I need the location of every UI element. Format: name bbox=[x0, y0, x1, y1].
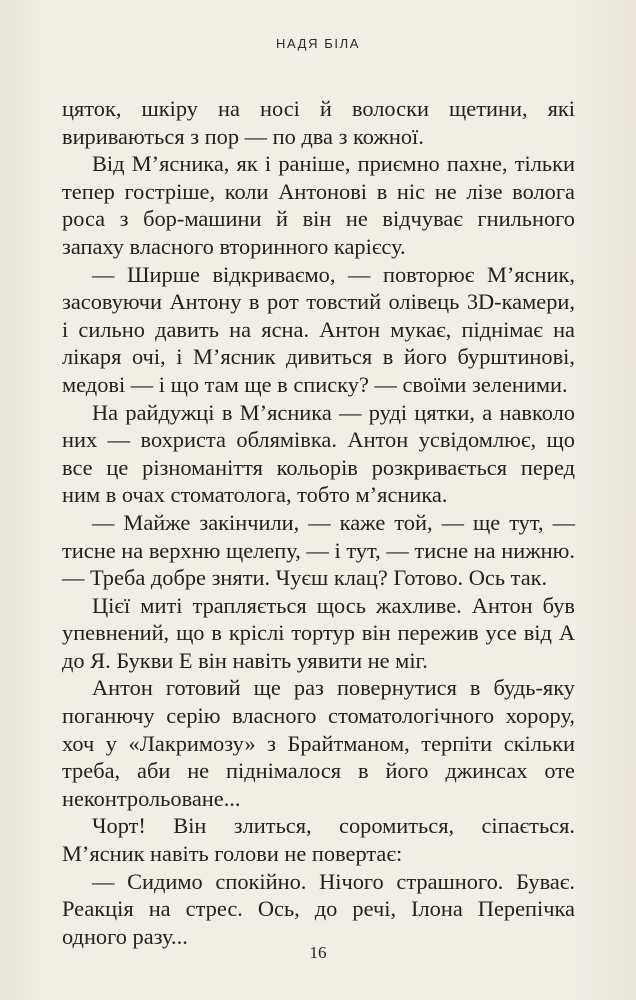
paragraph: Від М’ясника, як і раніше, приємно пахне, тільки тепер гостріше, коли Антонові в ніс не лізе волога роса з бор-машини й він не відчуває гнильного запаху власного вторинного карієсу. bbox=[62, 151, 575, 259]
paragraph: — Ширше відкриваємо, — повторює М’ясник, засовуючи Антону в рот товстий олівець 3D-камери, і сильно давить на ясна. Антон мукає, піднімає на лікаря очі, і М’ясник дивиться в його бурштинові, медові — і що там ще в списку? — своїми зеленими. bbox=[62, 261, 575, 397]
paragraph: Чорт! Він злиться, соромиться, сіпається. М’ясник навіть голови не повертає: bbox=[62, 813, 575, 867]
paragraph: Антон готовий ще раз повернутися в будь-яку поганючу серію власного стоматологічного хорору, хоч у «Лакримозу» з Брайтманом, терпіти скільки треба, аби не піднімалося в його джинсах оте неконтрольоване... bbox=[62, 675, 575, 811]
body-text bbox=[62, 95, 575, 950]
paragraph: — Майже закінчили, — каже той, — ще тут, — тисне на верхню щелепу, — і тут, — тисне на нижню. — Треба добре зняти. Чуєш клац? Готово. Ось так. bbox=[62, 509, 575, 591]
paragraph: — Сидимо спокійно. Нічого страшного. Буває. Реакція на стрес. Ось, до речі, Ілона Перепічка одного разу... bbox=[62, 868, 575, 949]
page-number: 16 bbox=[309, 943, 327, 962]
paragraph: цяток, шкіру на носі й волоски щетини, які вириваються з пор — по два з кожної. bbox=[62, 96, 575, 149]
paragraph: На райдужці в М’ясника — руді цятки, а навколо них — вохриста облямівка. Антон усвідомлює, що все це різноманіття кольорів розкривається перед ним в очах стоматолога, тобто м’ясника. bbox=[62, 399, 575, 508]
paragraph: Цієї миті трапляється щось жахливе. Антон був упевнений, що в кріслі тортур він пережив усе від А до Я. Букви Е він навіть уявити не міг. bbox=[62, 592, 575, 673]
running-header-author: НАДЯ БІЛА bbox=[275, 36, 361, 51]
